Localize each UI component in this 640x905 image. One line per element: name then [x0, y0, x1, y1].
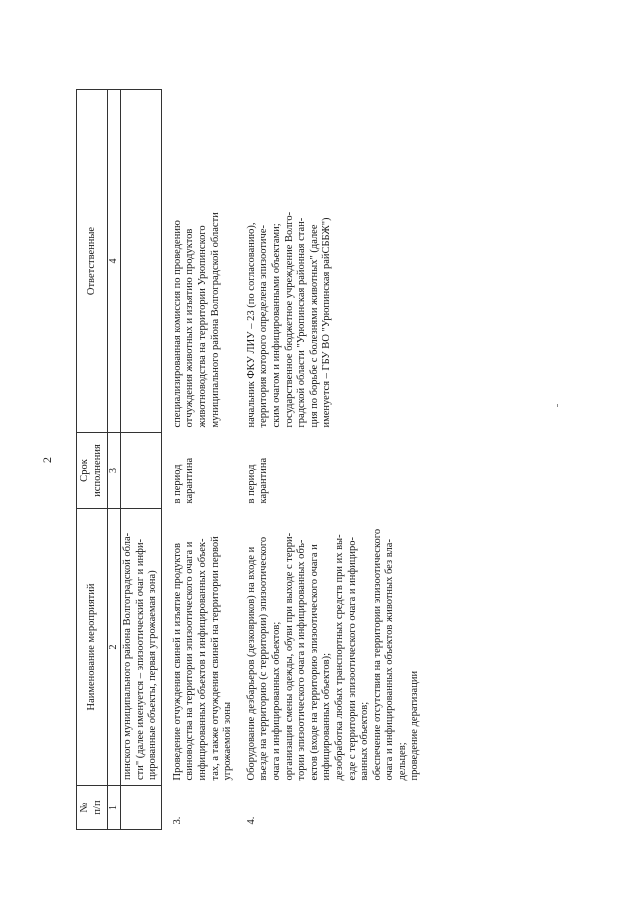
column-number: 3 — [108, 433, 121, 509]
rotated-document-page — [40, 90, 600, 830]
cell-term: в период карантина — [245, 457, 270, 504]
measures-table — [76, 89, 423, 830]
header-measures: Наименование мероприятий — [77, 509, 108, 786]
cell-measure: Оборудование дезбарьеров (дезковриков) на входе и въезде на территорию (с территории) эпизоотического очага и инфицированных объектов; организация смены одежды, обуви при выходе с терри- тории эпизоотического очага и инфицированных объ- ектов (входе на территорию эпизоотического очага и инфицированных объектов); дезобработка любых транспортных средств при их вы- езде с территории эпизоотического очага и инфициро- ванных объектов; обеспечение отсутствия на территории эпизоотического очага и инфицированных объектов животных без вла- дельцев; проведение дератизации — [245, 528, 421, 781]
table-header-row — [77, 90, 108, 830]
column-number: 2 — [108, 509, 121, 786]
scan-artifact — [557, 404, 558, 407]
cell-measure: Проведение отчуждения свиней и изъятие продуктов свиноводства на территории эпизоотического очага и инфицированных объектов и инфицированных объек- тах, а также отчуждения свиней на территории первой угрожаемой зоны — [171, 536, 234, 781]
cell-number — [121, 786, 162, 830]
header-number: № п/п — [77, 786, 108, 830]
page-number: 2 — [40, 457, 54, 463]
cell-number: 3. — [171, 816, 183, 825]
cell-term — [121, 433, 162, 509]
cell-responsible: специализированная комиссия по проведению отчуждения животных и изъятию продуктов животноводства на территории Урюпинского муниципального района Волгоградской области — [171, 212, 221, 428]
table-row — [161, 90, 235, 830]
column-number: 4 — [108, 90, 121, 433]
header-responsible: Ответственные — [77, 90, 108, 433]
cell-responsible — [121, 90, 162, 433]
cell-term: в период карантина — [171, 457, 196, 504]
table-row — [236, 90, 423, 830]
column-number: 1 — [108, 786, 121, 830]
cell-measure: пинского муниципального района Волгоградской обла- сти" (далее именуется – эпизоотический очаг и инфи- цированные объекты, первая угрожаемая зона) — [121, 509, 162, 786]
column-number-row — [108, 90, 121, 830]
header-term: Срок исполнения — [77, 433, 108, 509]
table-row-continuation — [121, 90, 162, 830]
cell-number: 4. — [245, 816, 257, 825]
cell-responsible: начальник ФКУ ЛИУ – 23 (по согласованию), территория которого определена эпизоотиче- ским очагом и инфицированными объектами; государственное бюджетное учреждение Волго- градской области "Урюпинская районная стан- ция по борьбе с болезнями животных" (далее именуется – ГБУ ВО "Урюпинская райСББЖ") — [245, 211, 333, 428]
